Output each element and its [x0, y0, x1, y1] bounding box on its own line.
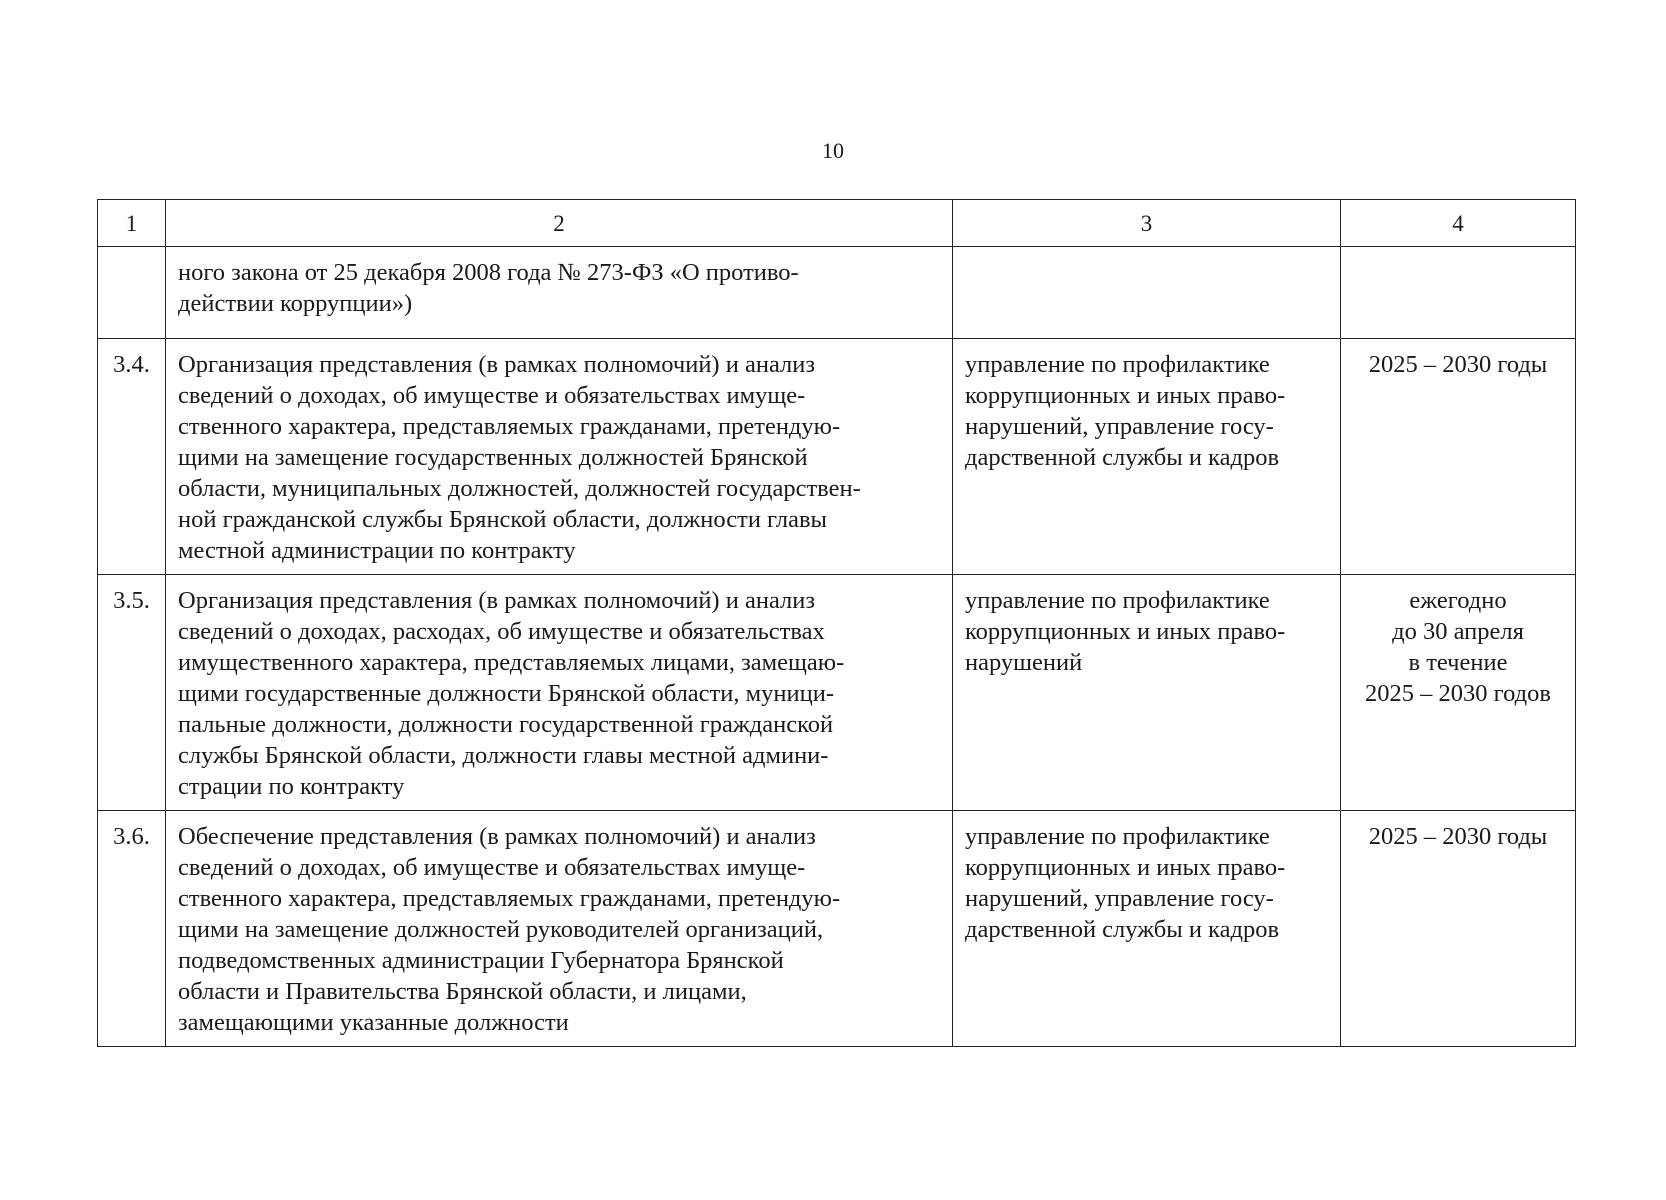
deadline-cell — [1341, 811, 1576, 1047]
measure-line: области, муниципальных должностей, должностей государствен- — [178, 475, 861, 502]
executor-cell — [953, 811, 1341, 1047]
measure-line: Организация представления (в рамках полномочий) и анализ — [178, 587, 816, 614]
measure-line: ственного характера, представляемых гражданами, претендую- — [178, 885, 841, 912]
measure-cell — [166, 247, 953, 339]
executor-cell — [953, 339, 1341, 575]
measure-line: действии коррупции») — [178, 290, 413, 317]
executor-line: коррупционных и иных право- — [965, 382, 1286, 409]
executor-line: управление по профилактике — [965, 823, 1270, 850]
executor-line: управление по профилактике — [965, 351, 1270, 378]
row-number: 3.4. — [98, 339, 166, 575]
measure-line: щими на замещение должностей руководителей организаций, — [178, 916, 824, 943]
measures-table — [97, 199, 1576, 1047]
executor-line: нарушений — [965, 649, 1083, 676]
executor-line: управление по профилактике — [965, 587, 1270, 614]
measure-line: сведений о доходах, расходах, об имуществе и обязательствах — [178, 618, 825, 645]
measure-line: имущественного характера, представляемых лицами, замещаю- — [178, 649, 845, 676]
measure-line: замещающими указанные должности — [178, 1009, 569, 1036]
measure-line: ного закона от 25 декабря 2008 года № 273-ФЗ «О противо- — [178, 259, 799, 286]
executor-line: дарственной службы и кадров — [965, 916, 1280, 943]
executor-line: нарушений, управление госу- — [965, 885, 1274, 912]
deadline-cell — [1341, 575, 1576, 811]
measure-line: области и Правительства Брянской области, и лицами, — [178, 978, 747, 1005]
measure-line: Организация представления (в рамках полномочий) и анализ — [178, 351, 816, 378]
page-number: 10 — [822, 138, 844, 163]
deadline-line: 2025 – 2030 годы — [1368, 351, 1548, 378]
measure-line: страции по контракту — [178, 773, 405, 800]
table-header-row — [98, 200, 1576, 247]
measure-line: службы Брянской области, должности главы местной админи- — [178, 742, 829, 769]
measure-line: подведомственных администрации Губернатора Брянской — [178, 947, 784, 974]
measure-line: ственного характера, представляемых гражданами, претендую- — [178, 413, 841, 440]
column-number-2: 2 — [166, 200, 953, 247]
table-row — [98, 339, 1576, 575]
deadline-cell — [1341, 247, 1576, 339]
column-number-3: 3 — [953, 200, 1341, 247]
executor-line: дарственной службы и кадров — [965, 444, 1280, 471]
measure-line: сведений о доходах, об имуществе и обязательствах имуще- — [178, 382, 806, 409]
measure-line: местной администрации по контракту — [178, 537, 576, 564]
row-number — [98, 247, 166, 339]
measure-line: ной гражданской службы Брянской области, должности главы — [178, 506, 827, 533]
measure-cell — [166, 811, 953, 1047]
deadline-cell — [1341, 339, 1576, 575]
executor-line: нарушений, управление госу- — [965, 413, 1274, 440]
measure-line: сведений о доходах, об имуществе и обязательствах имуще- — [178, 854, 806, 881]
row-number: 3.6. — [98, 811, 166, 1047]
deadline-line: в течение — [1408, 649, 1508, 676]
measure-line: щими государственные должности Брянской области, муници- — [178, 680, 834, 707]
measure-line: пальные должности, должности государственной гражданской — [178, 711, 834, 738]
column-number-4: 4 — [1341, 200, 1576, 247]
column-number-1: 1 — [98, 200, 166, 247]
table-row — [98, 575, 1576, 811]
executor-line: коррупционных и иных право- — [965, 854, 1286, 881]
row-number: 3.5. — [98, 575, 166, 811]
measure-cell — [166, 575, 953, 811]
table-row — [98, 247, 1576, 339]
deadline-line: 2025 – 2030 годы — [1368, 823, 1548, 850]
table-row — [98, 811, 1576, 1047]
deadline-line: 2025 – 2030 годов — [1365, 680, 1551, 707]
measure-cell — [166, 339, 953, 575]
executor-cell — [953, 575, 1341, 811]
executor-cell — [953, 247, 1341, 339]
deadline-line: ежегодно — [1409, 587, 1507, 614]
deadline-line: до 30 апреля — [1392, 618, 1524, 645]
measure-line: Обеспечение представления (в рамках полномочий) и анализ — [178, 823, 816, 850]
executor-line: коррупционных и иных право- — [965, 618, 1286, 645]
measure-line: щими на замещение государственных должностей Брянской — [178, 444, 808, 471]
